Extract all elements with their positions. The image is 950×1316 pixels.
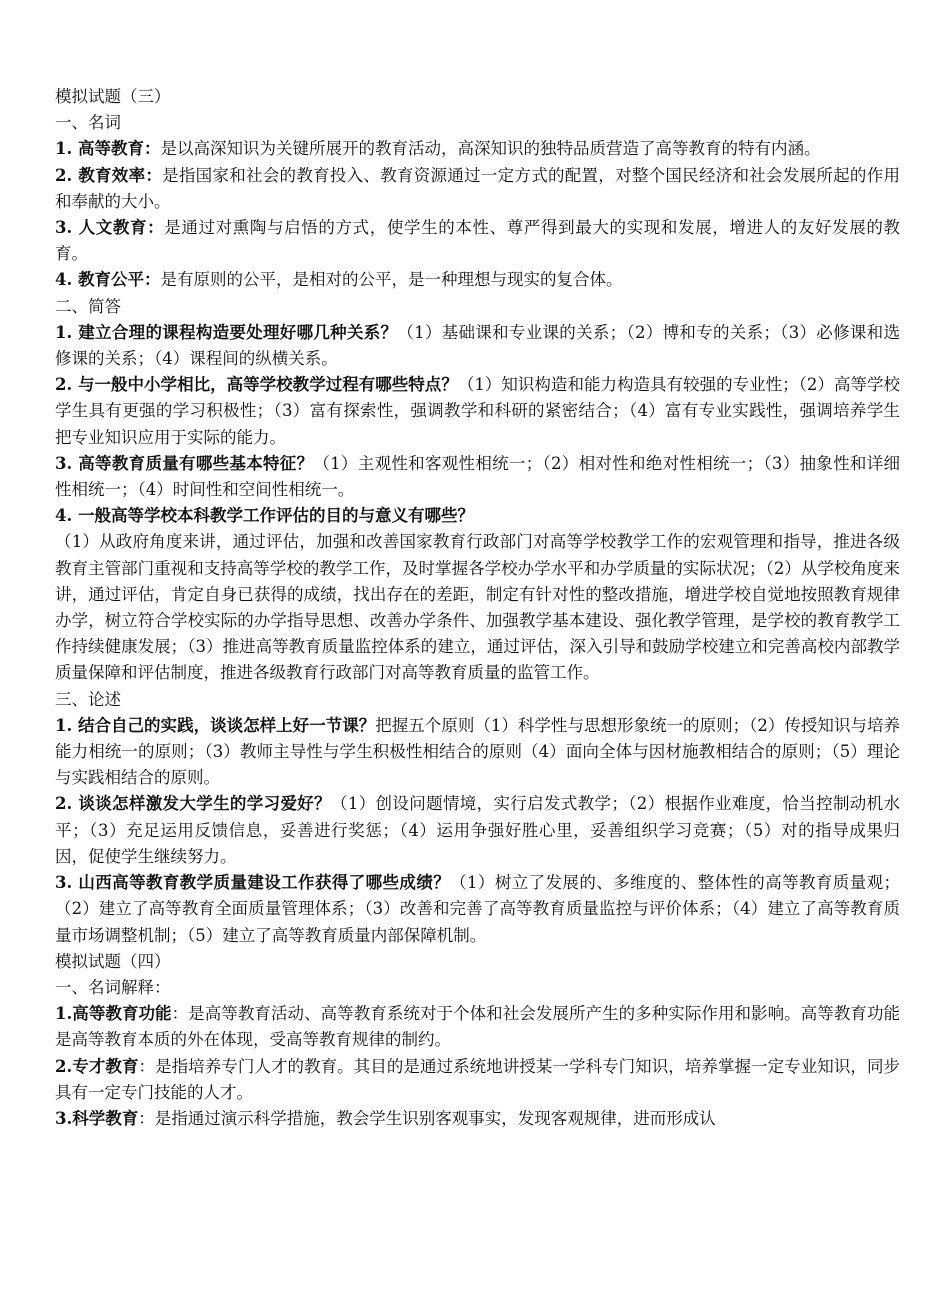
document-page [55, 84, 900, 1132]
section-heading: 一、名词 [55, 113, 121, 133]
answer-paragraph: （1）从政府角度来讲，通过评估，加强和改善国家教育行政部门对高等学校教学工作的宏观管理和指导，推进各级教育主管部门重视和支持高等学校的教学工作，及时掌握各学校办学水平和办学质量的实际状况；（2）从学校角度来讲，通过评估，肯定自身已获得的成绩，找出存在的差距，制定有针对性的整改措施，增进学校自觉地按照教育规律办学，树立符合学校实际的办学指导思想、改善办学条件、加强教学基本建设、强化教学管理，是学校的教育教学工作持续健康发展；（3）推进高等教育质量监控体系的建立，通过评估，深入引导和鼓励学校建立和完善高校内部教学质量保障和评估制度，推进各级教育行政部门对高等教育质量的监管工作。 [55, 532, 900, 683]
section-heading: 三、论述 [55, 689, 121, 709]
term-definition: 3. 人文教育：是通过对熏陶与启悟的方式，使学生的本性、尊严得到最大的实现和发展，增进人的友好发展的教育。 [55, 218, 900, 264]
exam-title: 模拟试题（四） [55, 951, 171, 971]
question-answer: 1. 建立合理的课程构造要处理好哪几种关系？（1）基础课和专业课的关系；（2）博和专的关系；（3）必修课和选修课的关系；（4）课程间的纵横关系。 [55, 322, 900, 369]
section-heading: 二、简答 [55, 296, 121, 316]
term-definition: 1.高等教育功能：是高等教育活动、高等教育系统对于个体和社会发展所产生的多种实际作用和影响。高等教育功能是高等教育本质的外在体现，受高等教育规律的制约。 [55, 1004, 901, 1050]
question-answer: 3. 高等教育质量有哪些基本特征？（1）主观性和客观性相统一；（2）相对性和绝对性相统一；（3）抽象性和详细性相统一；（4）时间性和空间性相统一。 [55, 453, 900, 500]
term-definition: 3.科学教育：是指通过演示科学措施，教会学生识别客观事实，发现客观规律，进而形成认 [55, 1108, 716, 1128]
question-answer: 1. 结合自己的实践，谈谈怎样上好一节课？把握五个原则（1）科学性与思想形象统一的原则；（2）传授知识与培养能力相统一的原则；（3）教师主导性与学生积极性相结合的原则（4）面向全体与因材施教相结合的原则；（5）理论与实践相结合的原则。 [55, 715, 900, 788]
term-definition: 1. 高等教育：是以高深知识为关键所展开的教育活动，高深知识的独特品质营造了高等教育的特有内涵。 [55, 139, 821, 159]
term-definition: 4. 教育公平：是有原则的公平，是相对的公平，是一种理想与现实的复合体。 [55, 270, 623, 290]
section-heading: 一、名词解释： [55, 977, 171, 997]
question-answer: 3. 山西高等教育教学质量建设工作获得了哪些成绩？（1）树立了发展的、多维度的、整体性的高等教育质量观；（2）建立了高等教育全面质量管理体系；（3）改善和完善了高等教育质量监控与评价体系；（4）建立了高等教育质量市场调整机制；（5）建立了高等教育质量内部保障机制。 [55, 873, 900, 945]
exam-title: 模拟试题（三） [55, 87, 171, 106]
question-answer: 2. 谈谈怎样激发大学生的学习爱好？（1）创设问题情境，实行启发式教学；（2）根据作业难度，恰当控制动机水平；（3）充足运用反馈信息，妥善进行奖惩；（4）运用争强好胜心里，妥善组织学习竞赛；（5）对的指导成果归因，促使学生继续努力。 [55, 794, 900, 866]
question-answer: 2. 与一般中小学相比，高等学校教学过程有哪些特点？（1）知识构造和能力构造具有较强的专业性；（2）高等学校学生具有更强的学习积极性；（3）富有探索性，强调教学和科研的紧密结合；（4）富有专业实践性，强调培养学生把专业知识应用于实际的能力。 [55, 375, 900, 447]
question-answer: 4. 一般高等学校本科教学工作评估的目的与意义有哪些？ [55, 506, 474, 526]
term-definition: 2.专才教育：是指培养专门人才的教育。其目的是通过系统地讲授某一学科专门知识，培养掌握一定专业知识，同步具有一定专门技能的人才。 [55, 1056, 901, 1102]
term-definition: 2. 教育效率：是指国家和社会的教育投入、教育资源通过一定方式的配置，对整个国民经济和社会发展所起的作用和奉献的大小。 [55, 165, 900, 211]
